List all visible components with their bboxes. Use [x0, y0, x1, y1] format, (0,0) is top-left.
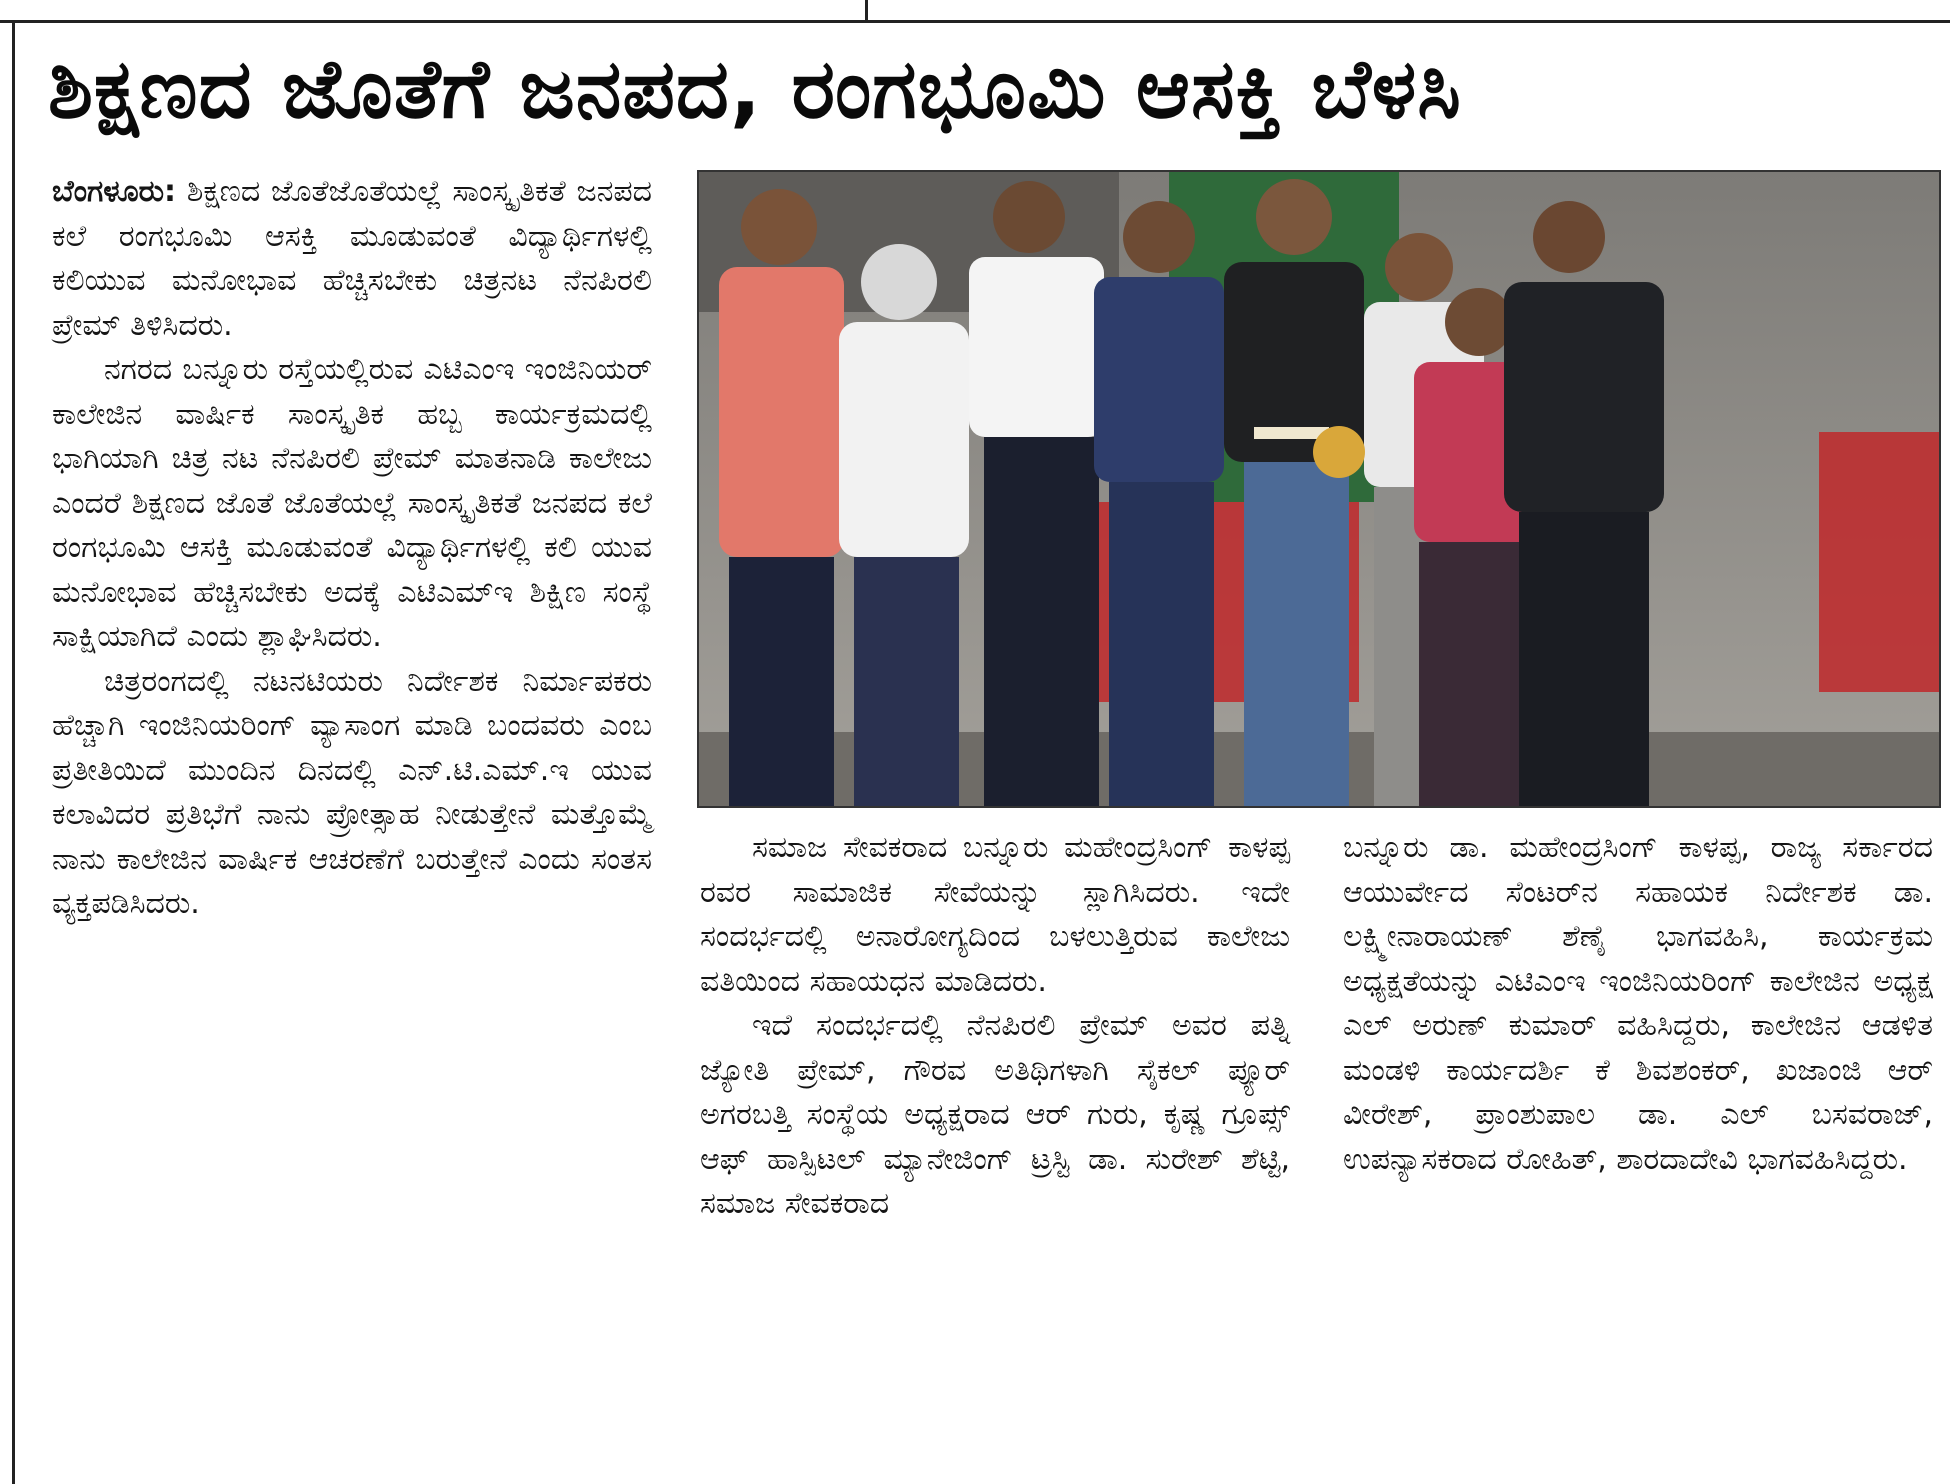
gift-basket: [1313, 426, 1365, 478]
paragraph-lead: [52, 170, 652, 348]
article-column-3: [1343, 826, 1933, 1476]
paragraph: ಚಿತ್ರರಂಗದಲ್ಲಿ ನಟನಟಿಯರು ನಿರ್ದೇಶಕ ನಿರ್ಮಾಪಕರು ಹೆಚ್ಚಾಗಿ ಇಂಜಿನಿಯರಿಂಗ್ ವ್ಯಾಸಾಂಗ ಮಾಡಿ ಬಂದವರು ಎಂಬ ಪ್ರತೀತಿಯಿದೆ ಮುಂದಿನ ದಿನದಲ್ಲಿ ಎನ್.ಟಿ.ಎಮ್.ಇ ಯುವ ಕಲಾವಿದರ ಪ್ರತಿಭೆಗೆ ನಾನು ಪ್ರೋತ್ಸಾಹ ನೀಡುತ್ತೇನೆ ಮತ್ತೊಮ್ಮೆ ನಾನು ಕಾಲೇಜಿನ ವಾರ್ಷಿಕ ಆಚರಣೆಗೆ ಬರುತ್ತೇನೆ ಎಂದು ಸಂತಸ ವ್ಯಕ್ತಪಡಿಸಿದರು.: [52, 663, 652, 921]
person-4: [1094, 201, 1224, 806]
person-2: [839, 244, 969, 806]
paragraph: ಬನ್ನೂರು ಡಾ. ಮಹೇಂದ್ರಸಿಂಗ್ ಕಾಳಪ್ಪ, ರಾಜ್ಯ ಸರ್ಕಾರದ ಆಯುರ್ವೇದ ಸೆಂಟರ್‌ನ ಸಹಾಯಕ ನಿರ್ದೇಶಕ ಡಾ. ಲಕ್ಷ್ಮೀನಾರಾಯಣ್ ಶೆಣೈ ಭಾಗವಹಿಸಿ, ಕಾರ್ಯಕ್ರಮ ಅಧ್ಯಕ್ಷತೆಯನ್ನು ಎಟಿಎಂಇ ಇಂಜಿನಿಯರಿಂಗ್ ಕಾಲೇಜಿನ ಅಧ್ಯಕ್ಷ ಎಲ್ ಅರುಣ್ ಕುಮಾರ್ ವಹಿಸಿದ್ದರು, ಕಾಲೇಜಿನ ಆಡಳಿತ ಮಂಡಳಿ ಕಾರ್ಯದರ್ಶಿ ಕೆ ಶಿವಶಂಕರ್, ಖಜಾಂಜಿ ಆರ್ ವೀರೇಶ್, ಪ್ರಾಂಶುಪಾಲ ಡಾ. ಎಲ್ ಬಸವರಾಜ್, ಉಪನ್ಯಾಸಕರಾದ ರೋಹಿತ್, ಶಾರದಾದೇವಿ ಭಾಗವಹಿಸಿದ್ದರು.: [1343, 830, 1933, 1177]
left-column-rule: [12, 20, 15, 1484]
paragraph-text: ಶಿಕ್ಷಣದ ಜೊತೆಜೊತೆಯಲ್ಲೆ ಸಾಂಸ್ಕೃತಿಕತೆ ಜನಪದ ಕಲೆ ರಂಗಭೂಮಿ ಆಸಕ್ತಿ ಮೂಡುವಂತೆ ವಿದ್ಯಾರ್ಥಿಗಳಲ್ಲಿ ಕಲಿಯುವ ಮನೋಭಾವ ಹೆಚ್ಚಿಸಬೇಕು ಚಿತ್ರನಟ ನೆನಪಿರಲಿ ಪ್ರೇಮ್ ತಿಳಿಸಿದರು.: [52, 174, 652, 343]
person-8: [1504, 201, 1664, 806]
dateline: ಬೆಂಗಳೂರು:: [52, 174, 177, 209]
red-chairs-right: [1819, 432, 1939, 692]
person-5: [1224, 179, 1364, 806]
paragraph: ಸಮಾಜ ಸೇವಕರಾದ ಬನ್ನೂರು ಮಹೇಂದ್ರಸಿಂಗ್ ಕಾಳಪ್ಪ ರವರ ಸಾಮಾಜಿಕ ಸೇವೆಯನ್ನು ಸ್ಲಾಗಿಸಿದರು. ಇದೇ ಸಂದರ್ಭದಲ್ಲಿ ಅನಾರೋಗ್ಯದಿಂದ ಬಳಲುತ್ತಿರುವ ಕಾಲೇಜು ವತಿಯಿಂದ ಸಹಾಯಧನ ಮಾಡಿದರು.: [700, 830, 1290, 999]
headline: ಶಿಕ್ಷಣದ ಜೊತೆಗೆ ಜನಪದ, ರಂಗಭೂಮಿ ಆಸಕ್ತಿ ಬೆಳಸಿ: [48, 42, 1462, 137]
article-column-1: [52, 170, 652, 1470]
paragraph: ನಗರದ ಬನ್ನೂರು ರಸ್ತೆಯಲ್ಲಿರುವ ಎಟಿಎಂಇ ಇಂಜಿನಿಯರ್ ಕಾಲೇಜಿನ ವಾರ್ಷಿಕ ಸಾಂಸ್ಕೃತಿಕ ಹಬ್ಬ ಕಾರ್ಯಕ್ರಮದಲ್ಲಿ ಭಾಗಿಯಾಗಿ ಚಿತ್ರ ನಟ ನೆನಪಿರಲಿ ಪ್ರೇಮ್ ಮಾತನಾಡಿ ಕಾಲೇಜು ಎಂದರೆ ಶಿಕ್ಷಣದ ಜೊತೆ ಜೊತೆಯಲ್ಲೆ ಸಾಂಸ್ಕೃತಿಕತೆ ಜನಪದ ಕಲೆ ರಂಗಭೂಮಿ ಆಸಕ್ತಿ ಮೂಡುವಂತೆ ವಿದ್ಯಾರ್ಥಿಗಳಲ್ಲಿ ಕಲಿ ಯುವ ಮನೋಭಾವ ಹೆಚ್ಚಿಸಬೇಕು ಅದಕ್ಕೆ ಎಟಿಎಮ್ಇ ಶಿಕ್ಷಿಣ ಸಂಸ್ಥೆ ಸಾಕ್ಷಿಯಾಗಿದೆ ಎಂದು ಶ್ಲಾಘಿಸಿದರು.: [52, 352, 652, 654]
news-photo-illustration: [699, 172, 1939, 806]
article-column-2: [700, 826, 1290, 1476]
top-rule-tick: [865, 0, 868, 20]
paragraph: ಇದೆ ಸಂದರ್ಭದಲ್ಲಿ ನೆನಪಿರಲಿ ಪ್ರೇಮ್ ಅವರ ಪತ್ನಿ ಜ್ಯೋತಿ ಪ್ರೇಮ್, ಗೌರವ ಅತಿಥಿಗಳಾಗಿ ಸೈಕಲ್ ಪ್ಯೂರ್ ಅಗರಬತ್ತಿ ಸಂಸ್ಥೆಯ ಅಧ್ಯಕ್ಷರಾದ ಆರ್ ಗುರು, ಕೃಷ್ಣ ಗ್ರೂಪ್ಸ್ ಆಫ್ ಹಾಸ್ಪಿಟಲ್ ಮ್ಯಾನೇಜಿಂಗ್ ಟ್ರಸ್ಟಿ ಡಾ. ಸುರೇಶ್ ಶೆಟ್ಟಿ, ಸಮಾಜ ಸೇವಕರಾದ: [700, 1008, 1290, 1221]
person-1: [719, 189, 844, 806]
top-rule: [0, 0, 1950, 23]
news-photo: [697, 170, 1941, 808]
person-3: [969, 181, 1104, 806]
